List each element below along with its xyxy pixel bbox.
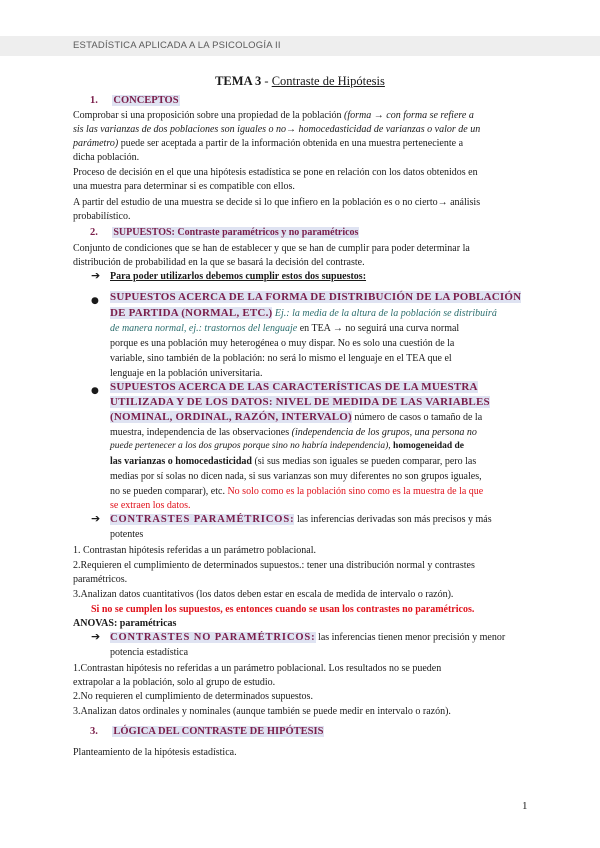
nonparametric-heading: CONTRASTES NO PARAMÉTRICOS: las inferencias tienen menor precisión y menor (110, 632, 506, 643)
section-1-label: CONCEPTOS (113, 95, 179, 106)
section-3-number: 3. (90, 726, 98, 737)
bullet-2-line-8: no se pueden comparar), etc. No solo como es la población sino como es la muestra de la que (110, 486, 484, 497)
bullet-icon: ● (91, 386, 99, 396)
supuestos-line-2: distribución de probabilidad en la que se basará la decisión del contraste. (73, 257, 365, 268)
bullet-1-line-2: DE PARTIDA (NORMAL, ETC.) Ej.: la media de la altura de la población se distribuirá (110, 307, 497, 319)
bullet-icon: ● (91, 296, 99, 306)
arrow-icon: ➔ (91, 630, 101, 643)
section-2-label: SUPUESTOS: Contraste paramétricos y no paramétricos (113, 227, 359, 238)
conceptos-line-5: Proceso de decisión en el que una hipótesis estadística se pone en relación con los datos obtenidos en (73, 167, 478, 178)
bullet-1-line-6: lenguaje en la población universitaria. (110, 368, 263, 379)
arrow-icon: ➔ (91, 269, 101, 282)
bullet-2-line-6: las varianzas o homocedasticidad (si sus medias son iguales se pueden comparar, pero las (110, 456, 477, 467)
parametric-item-2: 2.Requieren el cumplimiento de determinados supuestos.: tener una distribución normal y contrastes (73, 560, 475, 571)
parametric-heading-line-2: potentes (110, 529, 144, 540)
anovas-note: ANOVAS: paramétricas (73, 618, 177, 629)
section-2-heading (90, 226, 359, 239)
bullet-1-line-5: variable, sino también de la población: no será lo mismo el lenguaje en el TEA que el (110, 353, 452, 364)
section-3-heading (90, 725, 324, 738)
bullet-2-line-4: muestra, independencia de las observaciones (independencia de los grupos, una persona no (110, 427, 477, 438)
bullet-2-line-7: medias por sí solas no dicen nada, si sus varianzas son muy diferentes no son grupos iguales, (110, 471, 482, 482)
nonparametric-item-3: 3.Analizan datos ordinales y nominales (aunque también se puede medir en intervalo o razón). (73, 706, 451, 717)
supuestos-line-1: Conjunto de condiciones que se han de establecer y que se han de cumplir para poder determinar la (73, 243, 470, 254)
title-sep: - (261, 74, 272, 88)
conceptos-line-6: una muestra para determinar si es compatible con ellos. (73, 181, 295, 192)
supuestos-arrow-1: Para poder utilizarlos debemos cumplir estos dos supuestos: (110, 271, 367, 282)
bullet-1-line-3: de manera normal, ej.: trastornos del lenguaje en TEA → no seguirá una curva normal (110, 323, 460, 334)
bullet-2-line-2: UTILIZADA Y DE LOS DATOS: NIVEL DE MEDIDA DE LAS VARIABLES (110, 396, 490, 408)
arrow-icon: ➔ (91, 512, 101, 525)
conceptos-line-3: parámetro) puede ser aceptada a partir de la información obtenida en una muestra perteneciente a (73, 138, 464, 149)
nonparametric-item-1b: extrapolar a la población, solo al grupo de estudio. (73, 677, 276, 688)
bullet-2-line-3: (NOMINAL, ORDINAL, RAZÓN, INTERVALO) número de casos o tamaño de la (110, 411, 483, 423)
conceptos-line-7: A partir del estudio de una muestra se decide si lo que infiero en la población es o no cierto→ análisis (73, 197, 481, 208)
conceptos-line-1: Comprobar si una proposición sobre una propiedad de la población (forma → con forma se refiere a (73, 110, 474, 121)
bullet-2-line-1: SUPUESTOS ACERCA DE LAS CARACTERÍSTICAS DE LA MUESTRA (110, 381, 478, 393)
section-3-label: LÓGICA DEL CONTRASTE DE HIPÓTESIS (113, 726, 324, 737)
page-title (0, 74, 600, 89)
section-1-heading (90, 94, 180, 107)
parametric-heading: CONTRASTES PARAMÉTRICOS: las inferencias derivadas son más precisos y más (110, 514, 492, 525)
running-header: ESTADÍSTICA APLICADA A LA PSICOLOGÍA II (73, 40, 281, 51)
nonparametric-heading-line-2: potencia estadística (110, 647, 189, 658)
page-number: 1 (522, 800, 528, 812)
nonparametric-item-1: 1.Contrastan hipótesis no referidas a un parámetro poblacional. Los resultados no se pueden (73, 663, 442, 674)
parametric-item-2b: paramétricos. (73, 574, 128, 585)
red-note: Si no se cumplen los supuestos, es entonces cuando se usan los contrastes no paramétricos. (91, 604, 475, 615)
conceptos-line-8: probabilístico. (73, 211, 131, 222)
nonparametric-item-2: 2.No requieren el cumplimiento de determinados supuestos. (73, 691, 313, 702)
conceptos-line-4: dicha población. (73, 152, 140, 163)
title-prefix: TEMA 3 (215, 74, 262, 88)
logica-line-1: Planteamiento de la hipótesis estadística. (73, 747, 237, 758)
parametric-item-1: 1. Contrastan hipótesis referidas a un parámetro poblacional. (73, 545, 316, 556)
bullet-1-line-4: porque es una población muy heterogénea o muy dispar. No es solo una cuestión de la (110, 338, 455, 349)
section-2-number: 2. (90, 227, 98, 238)
bullet-2-line-9: se extraen los datos. (110, 500, 191, 511)
conceptos-line-2: sis las varianzas de dos poblaciones son iguales o no→ homocedasticidad de varianzas o valor de un (73, 124, 481, 135)
title-subject: Contraste de Hipótesis (271, 74, 385, 88)
parametric-item-3: 3.Analizan datos cuantitativos (los datos deben estar en escala de medida de intervalo o razón). (73, 589, 454, 600)
section-1-number: 1. (90, 95, 98, 106)
bullet-2-line-5: puede pertenecer a los dos grupos porque sino no habría independencia), homogeneidad de (110, 441, 465, 451)
bullet-1-line-1: SUPUESTOS ACERCA DE LA FORMA DE DISTRIBUCIÓN DE LA POBLACIÓN (110, 291, 522, 303)
